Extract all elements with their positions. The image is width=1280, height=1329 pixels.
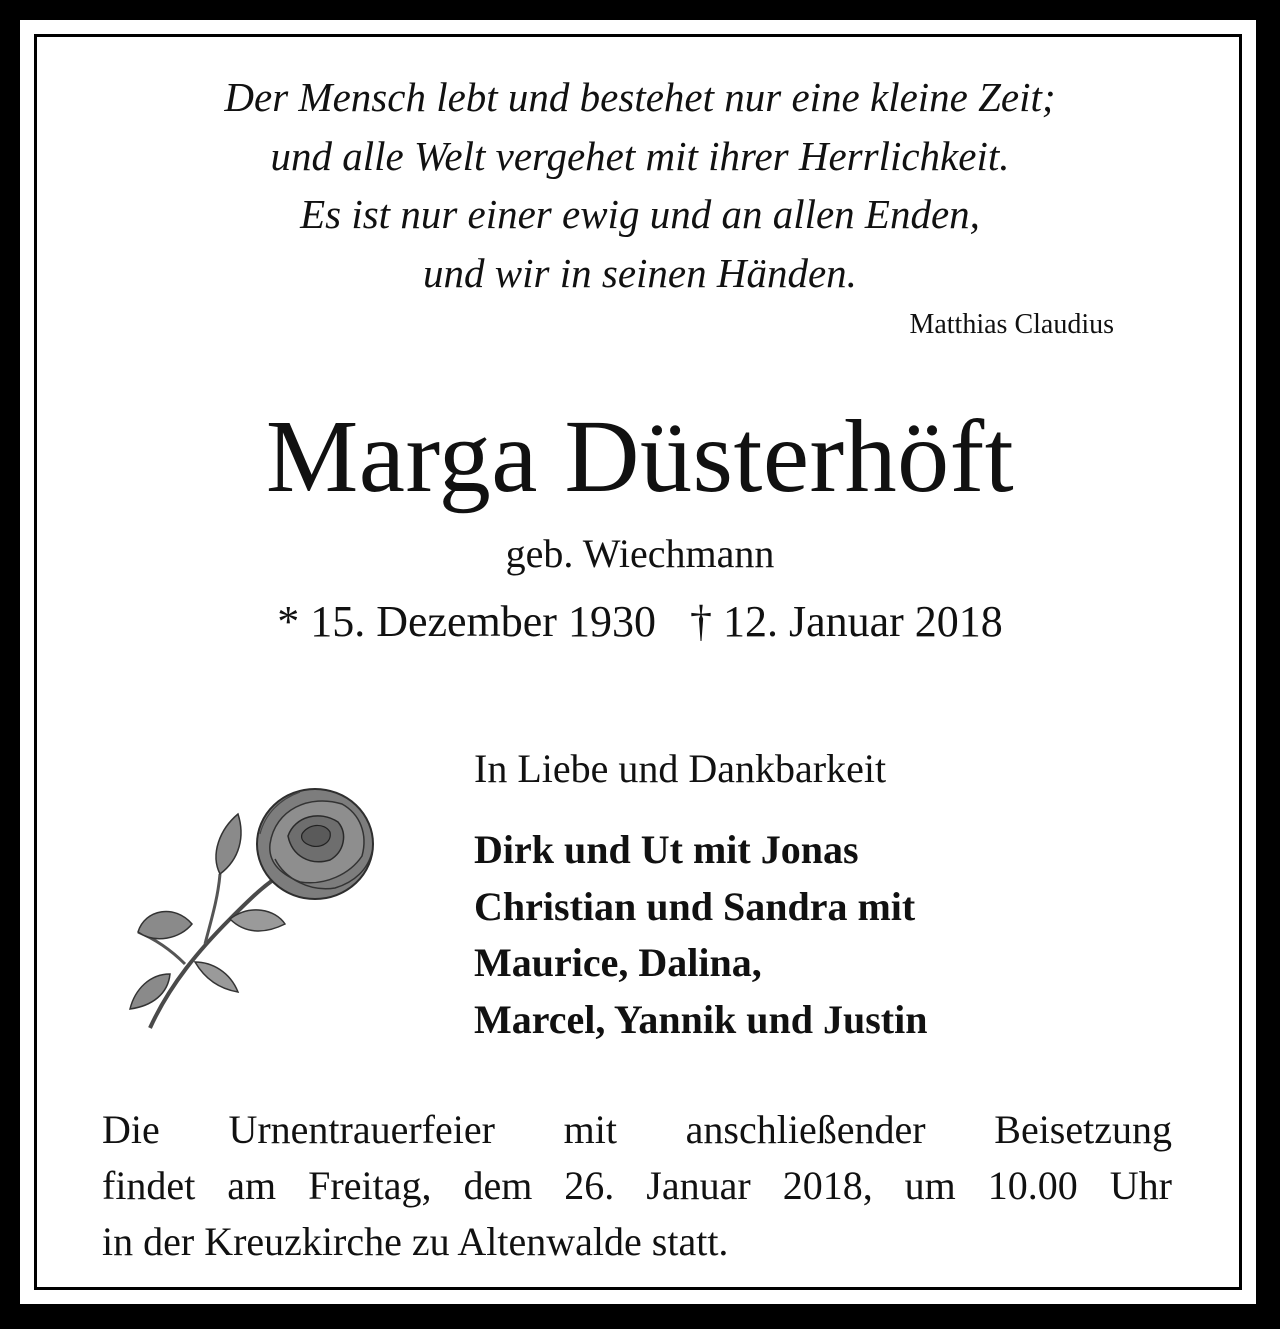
poem-line: und alle Welt vergehet mit ihrer Herrlichkeit. bbox=[270, 132, 1010, 179]
mourner-line: Maurice, Dalina, bbox=[474, 940, 762, 985]
death-date: † 12. Januar 2018 bbox=[689, 597, 1003, 646]
deceased-name: Marga Düsterhöft bbox=[265, 399, 1015, 514]
mourner-line: Marcel, Yannik und Justin bbox=[474, 996, 928, 1042]
poem bbox=[22, 68, 1258, 302]
maiden-name: geb. Wiechmann bbox=[505, 531, 775, 576]
rose-icon bbox=[110, 774, 376, 1032]
poem-line: Es ist nur einer ewig und an allen Enden, bbox=[300, 191, 980, 237]
poem-author: Matthias Claudius bbox=[909, 309, 1114, 340]
dedication: In Liebe und Dankbarkeit bbox=[474, 746, 887, 791]
obituary-card bbox=[20, 20, 1256, 1304]
funeral-notice bbox=[102, 1102, 1172, 1270]
notice-line: findet am Freitag, dem 26. Januar 2018, um 10.00 Uhr bbox=[102, 1163, 1172, 1208]
birth-date: * 15. Dezember 1930 bbox=[277, 597, 656, 646]
mourner-line: Dirk und Ut mit Jonas bbox=[474, 827, 859, 872]
mourner-line: Christian und Sandra mit bbox=[474, 883, 916, 929]
poem-line: Der Mensch lebt und bestehet nur eine kleine Zeit; bbox=[224, 74, 1056, 120]
notice-line: in der Kreuzkirche zu Altenwalde statt. bbox=[102, 1219, 729, 1264]
life-dates bbox=[22, 594, 1258, 650]
mourners-list bbox=[474, 822, 927, 1048]
notice-line: Die Urnentrauerfeier mit anschließender Beisetzung bbox=[102, 1107, 1172, 1152]
poem-line: und wir in seinen Händen. bbox=[423, 249, 857, 296]
